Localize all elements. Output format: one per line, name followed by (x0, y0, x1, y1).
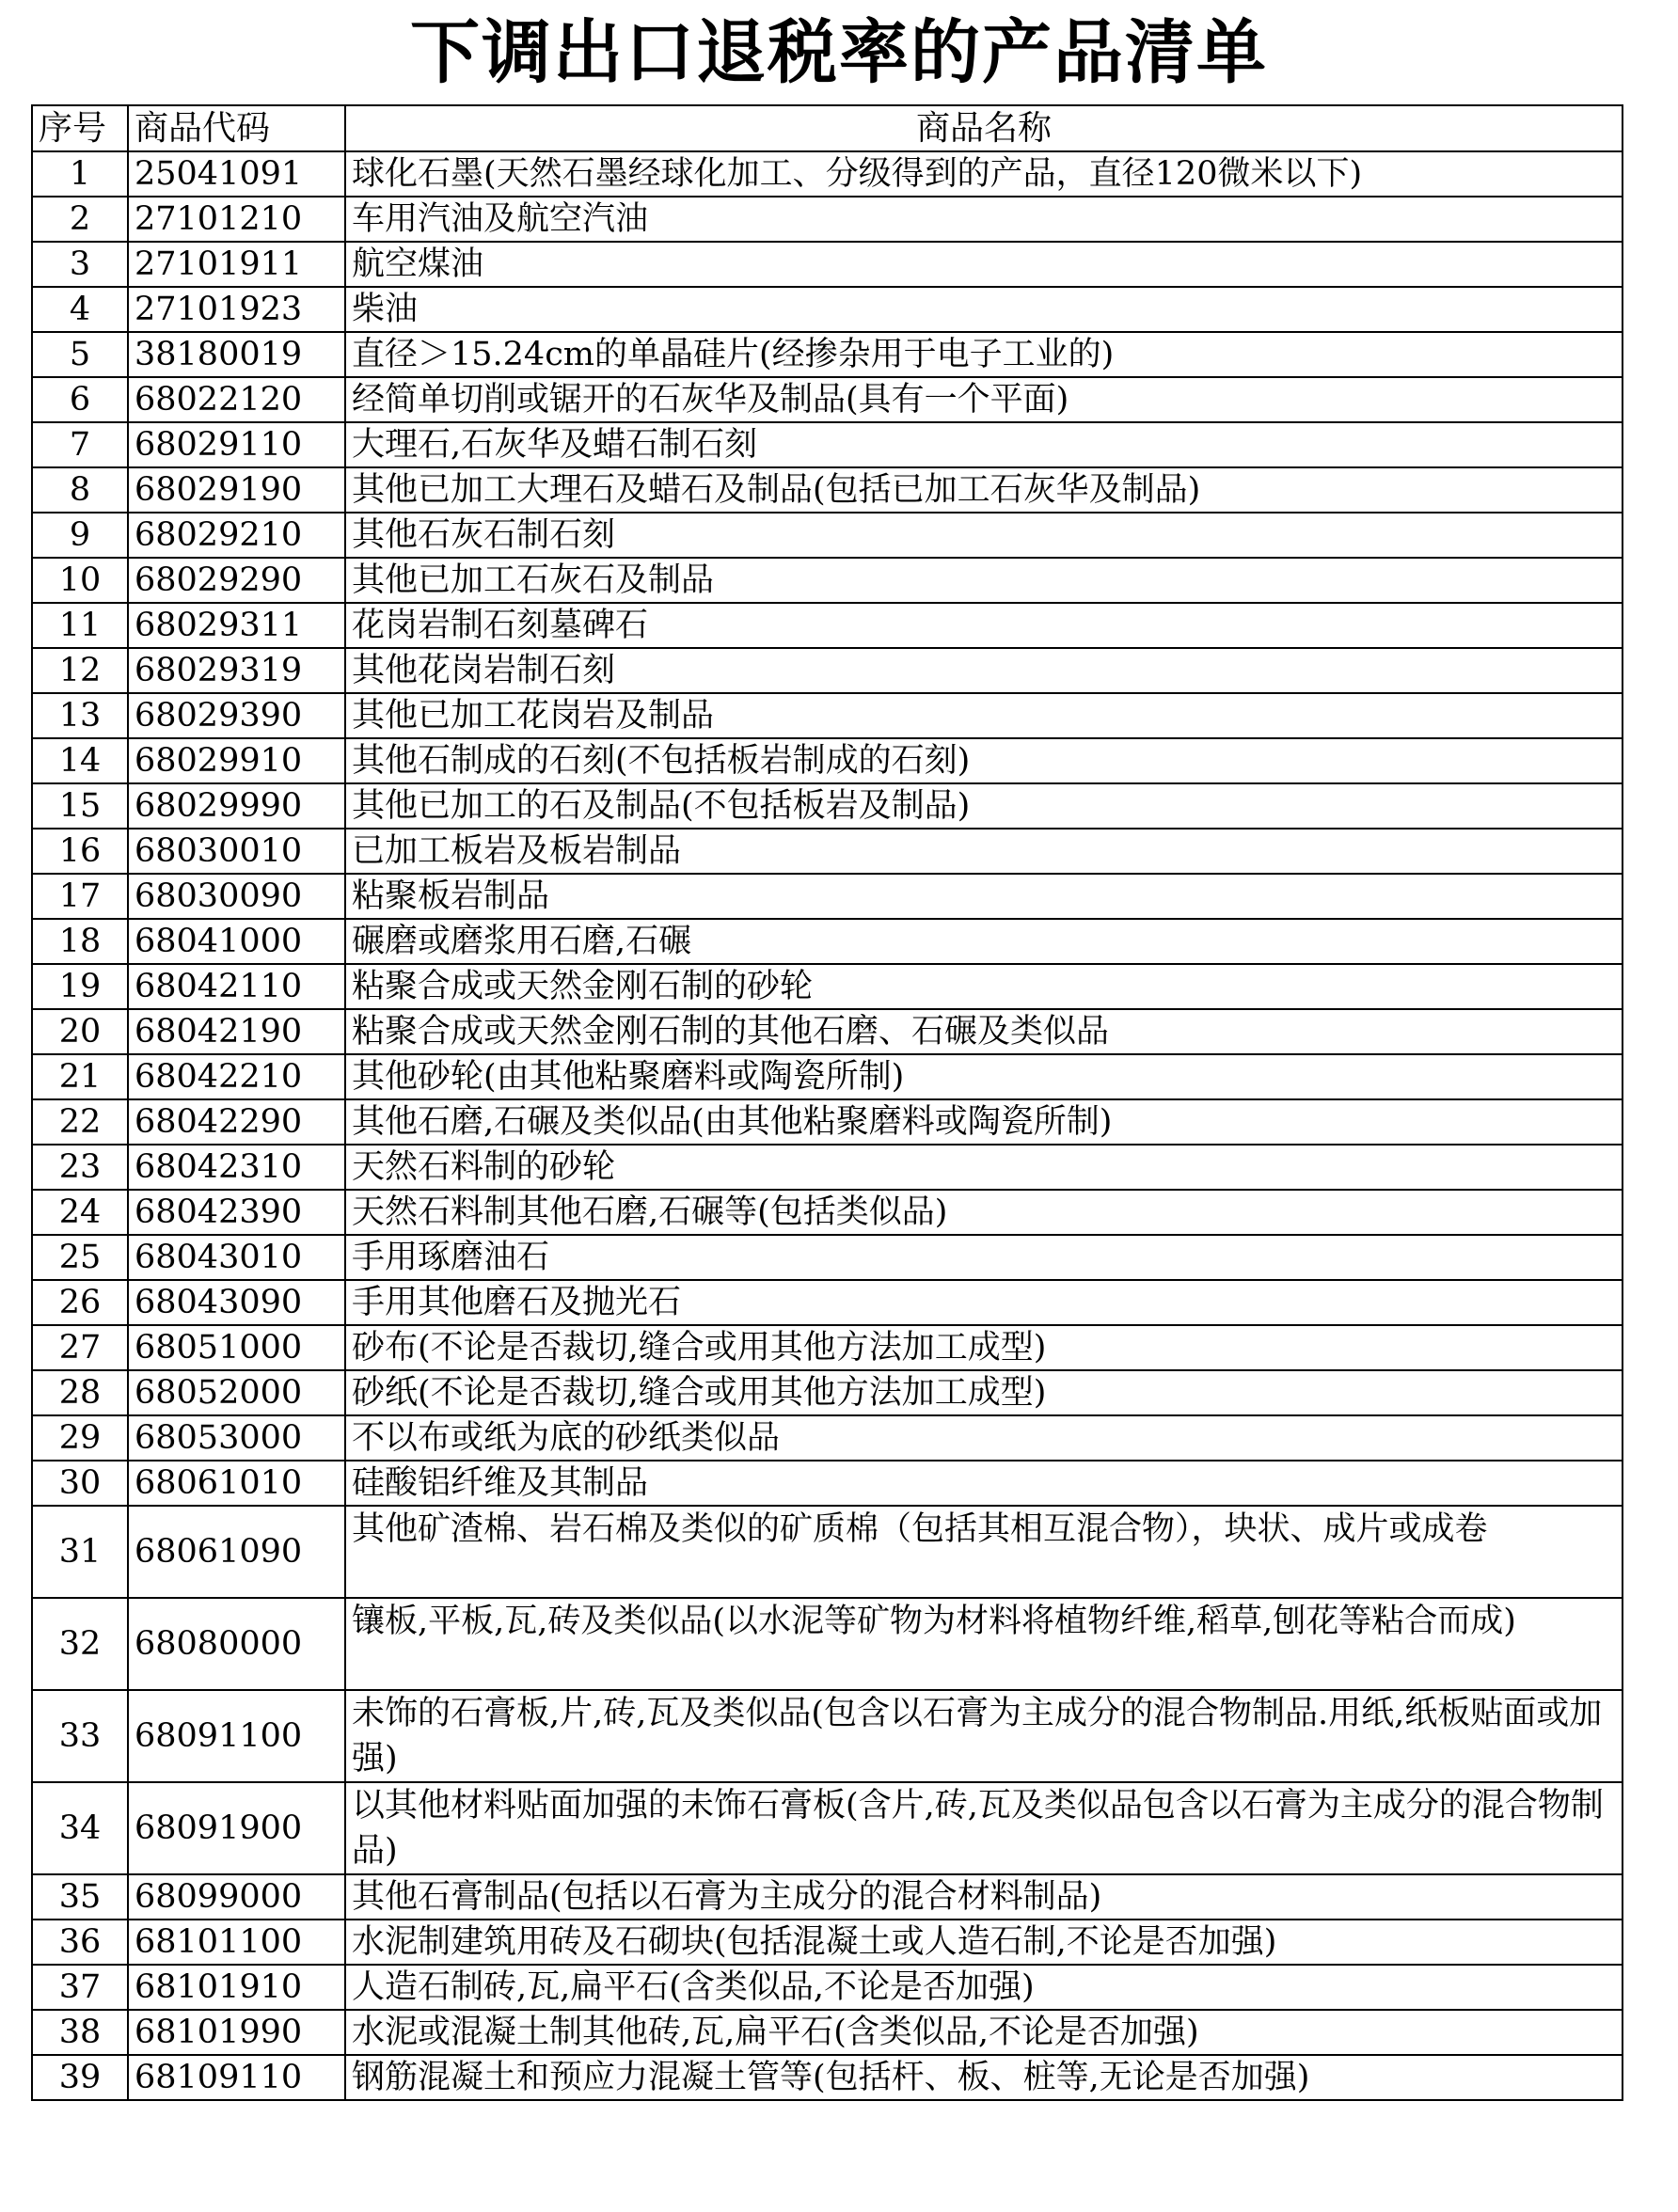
table-row (32, 874, 1623, 919)
table-row (32, 1099, 1623, 1145)
product-code-cell: 68091900 (128, 1782, 345, 1874)
product-code-cell: 68029210 (128, 513, 345, 558)
product-name-cell: 钢筋混凝土和预应力混凝土管等(包括杆、板、桩等,无论是否加强) (345, 2055, 1623, 2100)
product-name-cell: 砂纸(不论是否裁切,缝合或用其他方法加工成型) (345, 1370, 1623, 1415)
product-name-cell: 粘聚板岩制品 (345, 874, 1623, 919)
serial-no-cell: 35 (32, 1874, 128, 1920)
header-product-name: 商品名称 (345, 105, 1623, 151)
product-code-cell: 27101911 (128, 242, 345, 287)
table-row (32, 1920, 1623, 1965)
product-list-table (31, 104, 1623, 2101)
product-name-cell: 其他石磨,石碾及类似品(由其他粘聚磨料或陶瓷所制) (345, 1099, 1623, 1145)
table-row (32, 648, 1623, 693)
serial-no-cell: 31 (32, 1506, 128, 1598)
product-code-cell: 68101100 (128, 1920, 345, 1965)
serial-no-cell: 14 (32, 738, 128, 783)
table-row (32, 829, 1623, 874)
serial-no-cell: 4 (32, 287, 128, 332)
product-name-cell: 粘聚合成或天然金刚石制的砂轮 (345, 964, 1623, 1009)
serial-no-cell: 38 (32, 2010, 128, 2055)
serial-no-cell: 2 (32, 197, 128, 242)
product-code-cell: 68042310 (128, 1145, 345, 1190)
table-row (32, 422, 1623, 467)
product-name-cell: 柴油 (345, 287, 1623, 332)
product-name-cell: 直径＞15.24cm的单晶硅片(经掺杂用于电子工业的) (345, 332, 1623, 377)
serial-no-cell: 18 (32, 919, 128, 964)
product-name-cell: 碾磨或磨浆用石磨,石碾 (345, 919, 1623, 964)
table-row (32, 1370, 1623, 1415)
table-row (32, 287, 1623, 332)
serial-no-cell: 13 (32, 693, 128, 738)
serial-no-cell: 20 (32, 1009, 128, 1054)
product-name-cell: 人造石制砖,瓦,扁平石(含类似品,不论是否加强) (345, 1965, 1623, 2010)
product-code-cell: 68041000 (128, 919, 345, 964)
serial-no-cell: 1 (32, 151, 128, 197)
table-row (32, 558, 1623, 603)
table-row (32, 783, 1623, 829)
product-code-cell: 68101910 (128, 1965, 345, 2010)
product-code-cell: 68080000 (128, 1598, 345, 1690)
product-name-cell: 不以布或纸为底的砂纸类似品 (345, 1415, 1623, 1461)
product-code-cell: 68099000 (128, 1874, 345, 1920)
serial-no-cell: 3 (32, 242, 128, 287)
product-name-cell: 航空煤油 (345, 242, 1623, 287)
serial-no-cell: 37 (32, 1965, 128, 2010)
table-row (32, 1009, 1623, 1054)
header-serial-no: 序号 (32, 105, 128, 151)
serial-no-cell: 28 (32, 1370, 128, 1415)
serial-no-cell: 30 (32, 1461, 128, 1506)
product-code-cell: 68042190 (128, 1009, 345, 1054)
serial-no-cell: 11 (32, 603, 128, 648)
serial-no-cell: 7 (32, 422, 128, 467)
product-code-cell: 38180019 (128, 332, 345, 377)
serial-no-cell: 10 (32, 558, 128, 603)
product-name-cell: 手用其他磨石及抛光石 (345, 1280, 1623, 1325)
product-name-cell: 其他已加工石灰石及制品 (345, 558, 1623, 603)
serial-no-cell: 6 (32, 377, 128, 422)
serial-no-cell: 8 (32, 467, 128, 513)
serial-no-cell: 33 (32, 1690, 128, 1782)
product-code-cell: 68042390 (128, 1190, 345, 1235)
product-code-cell: 68029190 (128, 467, 345, 513)
table-row (32, 467, 1623, 513)
serial-no-cell: 15 (32, 783, 128, 829)
table-row (32, 513, 1623, 558)
table-row (32, 1325, 1623, 1370)
product-name-cell: 以其他材料贴面加强的未饰石膏板(含片,砖,瓦及类似品包含以石膏为主成分的混合物制品) (345, 1782, 1623, 1874)
table-row (32, 693, 1623, 738)
table-row (32, 1415, 1623, 1461)
product-code-cell: 68053000 (128, 1415, 345, 1461)
product-code-cell: 68109110 (128, 2055, 345, 2100)
table-row (32, 964, 1623, 1009)
product-name-cell: 其他矿渣棉、岩石棉及类似的矿质棉（包括其相互混合物），块状、成片或成卷 (345, 1506, 1623, 1598)
product-code-cell: 68052000 (128, 1370, 345, 1415)
serial-no-cell: 5 (32, 332, 128, 377)
product-code-cell: 68029910 (128, 738, 345, 783)
table-row (32, 1235, 1623, 1280)
serial-no-cell: 9 (32, 513, 128, 558)
table-row (32, 1190, 1623, 1235)
table-row (32, 603, 1623, 648)
product-code-cell: 27101923 (128, 287, 345, 332)
product-code-cell: 68029110 (128, 422, 345, 467)
product-name-cell: 水泥或混凝土制其他砖,瓦,扁平石(含类似品,不论是否加强) (345, 2010, 1623, 2055)
serial-no-cell: 36 (32, 1920, 128, 1965)
table-row (32, 242, 1623, 287)
product-name-cell: 天然石料制的砂轮 (345, 1145, 1623, 1190)
table-row (32, 2055, 1623, 2100)
table-row (32, 1598, 1623, 1690)
table-row (32, 1690, 1623, 1782)
product-name-cell: 手用琢磨油石 (345, 1235, 1623, 1280)
serial-no-cell: 12 (32, 648, 128, 693)
product-code-cell: 68051000 (128, 1325, 345, 1370)
product-code-cell: 68030010 (128, 829, 345, 874)
table-row (32, 377, 1623, 422)
product-name-cell: 其他已加工花岗岩及制品 (345, 693, 1623, 738)
product-name-cell: 经简单切削或锯开的石灰华及制品(具有一个平面) (345, 377, 1623, 422)
serial-no-cell: 23 (32, 1145, 128, 1190)
table-row (32, 1965, 1623, 2010)
page-title: 下调出口退税率的产品清单 (410, 12, 1268, 93)
table-row (32, 1506, 1623, 1598)
table-row (32, 1145, 1623, 1190)
product-name-cell: 已加工板岩及板岩制品 (345, 829, 1623, 874)
header-row (32, 105, 1623, 151)
serial-no-cell: 16 (32, 829, 128, 874)
product-name-cell: 花岗岩制石刻墓碑石 (345, 603, 1623, 648)
serial-no-cell: 26 (32, 1280, 128, 1325)
table-row (32, 1782, 1623, 1874)
table-row (32, 1280, 1623, 1325)
serial-no-cell: 21 (32, 1054, 128, 1099)
product-name-cell: 水泥制建筑用砖及石砌块(包括混凝土或人造石制,不论是否加强) (345, 1920, 1623, 1965)
table-row (32, 197, 1623, 242)
product-code-cell: 68029290 (128, 558, 345, 603)
serial-no-cell: 22 (32, 1099, 128, 1145)
product-code-cell: 68029990 (128, 783, 345, 829)
product-code-cell: 68091100 (128, 1690, 345, 1782)
product-code-cell: 68042290 (128, 1099, 345, 1145)
product-name-cell: 镶板,平板,瓦,砖及类似品(以水泥等矿物为材料将植物纤维,稻草,刨花等粘合而成) (345, 1598, 1623, 1690)
table-row (32, 738, 1623, 783)
product-name-cell: 车用汽油及航空汽油 (345, 197, 1623, 242)
product-code-cell: 68022120 (128, 377, 345, 422)
product-code-cell: 27101210 (128, 197, 345, 242)
product-name-cell: 其他花岗岩制石刻 (345, 648, 1623, 693)
table-row (32, 919, 1623, 964)
product-name-cell: 其他石灰石制石刻 (345, 513, 1623, 558)
product-name-cell: 天然石料制其他石磨,石碾等(包括类似品) (345, 1190, 1623, 1235)
table-row (32, 332, 1623, 377)
serial-no-cell: 24 (32, 1190, 128, 1235)
table-body (32, 151, 1623, 2100)
product-code-cell: 68043090 (128, 1280, 345, 1325)
product-code-cell: 68061090 (128, 1506, 345, 1598)
serial-no-cell: 32 (32, 1598, 128, 1690)
product-name-cell: 其他已加工的石及制品(不包括板岩及制品) (345, 783, 1623, 829)
table-row (32, 2010, 1623, 2055)
product-name-cell: 大理石,石灰华及蜡石制石刻 (345, 422, 1623, 467)
product-name-cell: 其他石膏制品(包括以石膏为主成分的混合材料制品) (345, 1874, 1623, 1920)
product-code-cell: 68042210 (128, 1054, 345, 1099)
product-code-cell: 68030090 (128, 874, 345, 919)
product-code-cell: 68101990 (128, 2010, 345, 2055)
product-code-cell: 68043010 (128, 1235, 345, 1280)
table-row (32, 1054, 1623, 1099)
serial-no-cell: 27 (32, 1325, 128, 1370)
product-name-cell: 其他砂轮(由其他粘聚磨料或陶瓷所制) (345, 1054, 1623, 1099)
serial-no-cell: 29 (32, 1415, 128, 1461)
product-name-cell: 粘聚合成或天然金刚石制的其他石磨、石碾及类似品 (345, 1009, 1623, 1054)
product-name-cell: 未饰的石膏板,片,砖,瓦及类似品(包含以石膏为主成分的混合物制品.用纸,纸板贴面或加强) (345, 1690, 1623, 1782)
product-code-cell: 25041091 (128, 151, 345, 197)
product-code-cell: 68029390 (128, 693, 345, 738)
product-name-cell: 硅酸铝纤维及其制品 (345, 1461, 1623, 1506)
table-row (32, 1461, 1623, 1506)
product-name-cell: 球化石墨(天然石墨经球化加工、分级得到的产品，直径120微米以下) (345, 151, 1623, 197)
table-row (32, 1874, 1623, 1920)
product-name-cell: 砂布(不论是否裁切,缝合或用其他方法加工成型) (345, 1325, 1623, 1370)
serial-no-cell: 25 (32, 1235, 128, 1280)
product-code-cell: 68029311 (128, 603, 345, 648)
product-name-cell: 其他石制成的石刻(不包括板岩制成的石刻) (345, 738, 1623, 783)
serial-no-cell: 39 (32, 2055, 128, 2100)
table-row (32, 151, 1623, 197)
product-code-cell: 68042110 (128, 964, 345, 1009)
serial-no-cell: 34 (32, 1782, 128, 1874)
product-code-cell: 68029319 (128, 648, 345, 693)
header-product-code: 商品代码 (128, 105, 345, 151)
serial-no-cell: 17 (32, 874, 128, 919)
product-code-cell: 68061010 (128, 1461, 345, 1506)
serial-no-cell: 19 (32, 964, 128, 1009)
product-name-cell: 其他已加工大理石及蜡石及制品(包括已加工石灰华及制品) (345, 467, 1623, 513)
